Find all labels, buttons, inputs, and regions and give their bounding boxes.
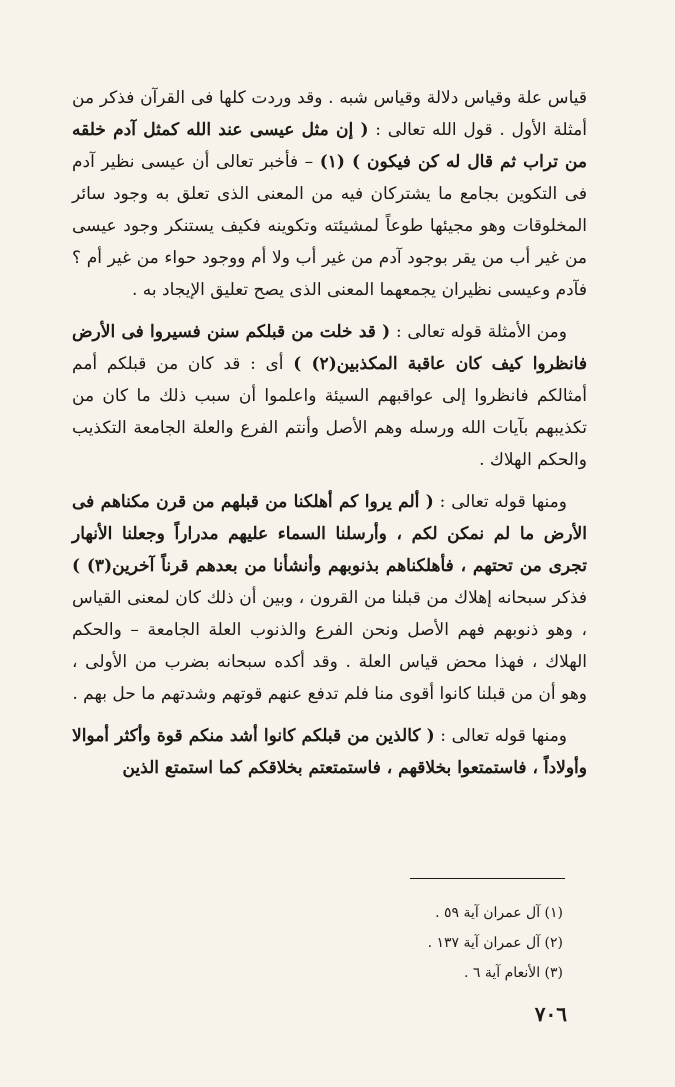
paragraph-1 [72,82,587,306]
text-segment: ومنها قوله تعالى : [434,726,568,746]
quran-verse: ( كالذين من قبلكم كانوا أشد منكم قوة وأكثر أموالا وأولاداً ، فاستمتعوا بخلاقهم ، فاستمتعتم بخلاقكم كما استمتع الذين [72,726,587,778]
main-text [72,82,587,784]
paragraph-4 [72,720,587,784]
text-segment: ومنها قوله تعالى : [433,492,567,512]
quran-verse: ( قد خلت من قبلكم سنن فسيروا فى الأرض فانظروا كيف كان عاقبة المكذبين(٢) ) [72,322,587,374]
paragraph-3 [72,486,587,710]
page-number: ٧٠٦ [534,1002,567,1026]
paragraph-2 [72,316,587,476]
text-segment: فذكر سبحانه إهلاك من قبلنا من القرون ، وبين أن ذلك كان لمعنى القياس ، وهو ذنوبهم فهم الأصل ونحن الفرع والذنوب العلة الجامعة – والحكم الهلاك ، فهذا محض قياس العلة . وقد أكده سبحانه بضرب من الأولى ، وهو أن من قبلنا كانوا أقوى منا فلم تدفع عنهم قوتهم وشدتهم ما حل بهم . [72,588,587,704]
quran-verse: ( ألم يروا كم أهلكنا من قبلهم من قرن مكناهم فى الأرض ما لم نمكن لكم ، وأرسلنا السماء عليهم مدراراً وجعلنا الأنهار تجرى من تحتهم ، فأهلكناهم بذنوبهم وأنشأنا من بعدهم قرناً آخرين(٣) ) [72,492,587,576]
text-segment: أى : قد كان من قبلكم أمم أمثالكم فانظروا إلى عواقبهم السيئة واعلموا أن سبب ذلك ما كان من تكذيبهم بآيات الله ورسله وهم الأصل وأنتم الفرع والعلة الجامعة التكذيب والحكم الهلاك . [72,354,587,470]
footnote: (٣) الأنعام آية ٦ . [464,965,563,981]
text-segment: قياس علة وقياس دلالة وقياس شبه . وقد وردت كلها فى القرآن فذكر من أمثلة الأول . قول الله تعالى : [72,88,587,140]
footnotes [263,898,563,988]
footnote: (١) آل عمران آية ٥٩ . [435,905,563,921]
quran-verse: ( إن مثل عيسى عند الله كمثل آدم خلقه من تراب ثم قال له كن فيكون ) (١) [72,120,587,172]
footnote-divider [410,878,565,879]
text-segment: ومن الأمثلة قوله تعالى : [390,322,567,342]
text-segment: – فأخبر تعالى أن عيسى نظير آدم فى التكوين بجامع ما يشتركان فيه من المعنى الذى تعلق به وجود سائر المخلوقات وهو مجيئها طوعاً لمشيئته وتكوينه فكيف يستنكر وجود عيسى من غير أب من يقر بوجود آدم من غير أب ولا أم ووجود حواء من غير أم ؟ فآدم وعيسى نظيران يجمعهما المعنى الذى يصح تعليق الإيجاد به . [72,152,587,300]
footnote: (٢) آل عمران آية ١٣٧ . [427,935,563,951]
